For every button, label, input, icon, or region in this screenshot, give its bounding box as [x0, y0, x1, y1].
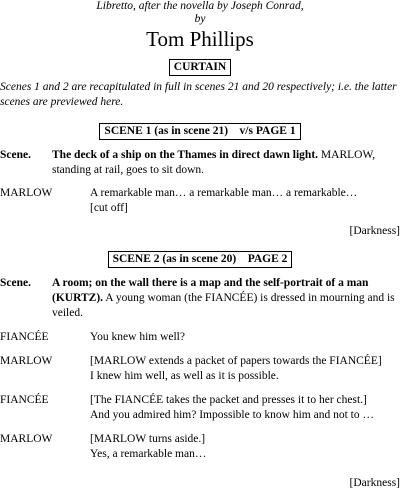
- scene2-heading-wrap: [0, 249, 400, 268]
- scene2-speech-1-line-1: You knew him well?: [90, 331, 185, 343]
- scene2-darkness: [Darkness]: [349, 477, 400, 489]
- intro-line-2: scenes are previewed here.: [0, 96, 124, 108]
- scene2-speaker-4: MARLOW: [0, 433, 53, 445]
- scene2-speech-3-line-1: [The FIANCÉE takes the packet and presses it to her chest.]: [90, 394, 367, 406]
- scene1-setting-rest: MARLOW,: [318, 149, 376, 161]
- scene2-speaker-3: FIANCÉE: [0, 394, 49, 406]
- curtain-heading-wrap: [0, 57, 400, 76]
- scene2-setting-line-3: veiled.: [52, 307, 83, 319]
- author-name: Tom Phillips: [146, 27, 254, 51]
- scene2-speech-4-line-2: Yes, a remarkable man…: [90, 448, 207, 460]
- curtain-heading: CURTAIN: [169, 59, 231, 76]
- scene2-speech-4-line-1: [MARLOW turns aside.]: [90, 433, 206, 445]
- scene1-label: Scene.: [0, 149, 31, 161]
- scene2-setting-line-2: [52, 291, 400, 306]
- scene2-heading: SCENE 2 (as in scene 20) PAGE 2: [108, 251, 293, 268]
- scene1-heading-wrap: [0, 121, 400, 140]
- by-line: by: [194, 13, 206, 25]
- scene2-setting-line-1: A room; on the wall there is a map and the self-portrait of a man: [52, 277, 369, 289]
- scene1-setting-line-1: [52, 148, 400, 163]
- scene2-speech-3-line-2: And you admired him? Impossible to know him and not to …: [90, 409, 374, 421]
- scene2-speaker-1: FIANCÉE: [0, 331, 49, 343]
- scene2-speaker-2: MARLOW: [0, 355, 53, 367]
- scene1-speaker: MARLOW: [0, 187, 53, 199]
- scene2-setting-bold: (KURTZ).: [52, 292, 104, 304]
- scene1-setting-bold: The deck of a ship on the Thames in direct dawn light.: [52, 149, 319, 161]
- scene2-setting-rest: A young woman (the FIANCÉE) is dressed in mourning and is: [103, 292, 395, 304]
- scene2-speech-2-line-2: I knew him well, as well as it is possible.: [90, 370, 279, 382]
- scene2-label: Scene.: [0, 277, 31, 289]
- scene1-heading: SCENE 1 (as in scene 21) v/s PAGE 1: [99, 123, 300, 140]
- scene2-speech-2-line-1: [MARLOW extends a packet of papers towards the FIANCÉE]: [90, 355, 382, 367]
- libretto-subtitle: Libretto, after the novella by Joseph Conrad,: [96, 0, 304, 12]
- scene1-line-2: [cut off]: [90, 202, 128, 214]
- scene1-line-1: A remarkable man… a remarkable man… a remarkable…: [90, 187, 358, 199]
- intro-line-1: Scenes 1 and 2 are recapitulated in full in scenes 21 and 20 respectively; i.e. the latter: [0, 81, 397, 93]
- scene1-setting-line-2: standing at rail, goes to sit down.: [52, 164, 205, 176]
- scene1-darkness: [Darkness]: [349, 225, 400, 237]
